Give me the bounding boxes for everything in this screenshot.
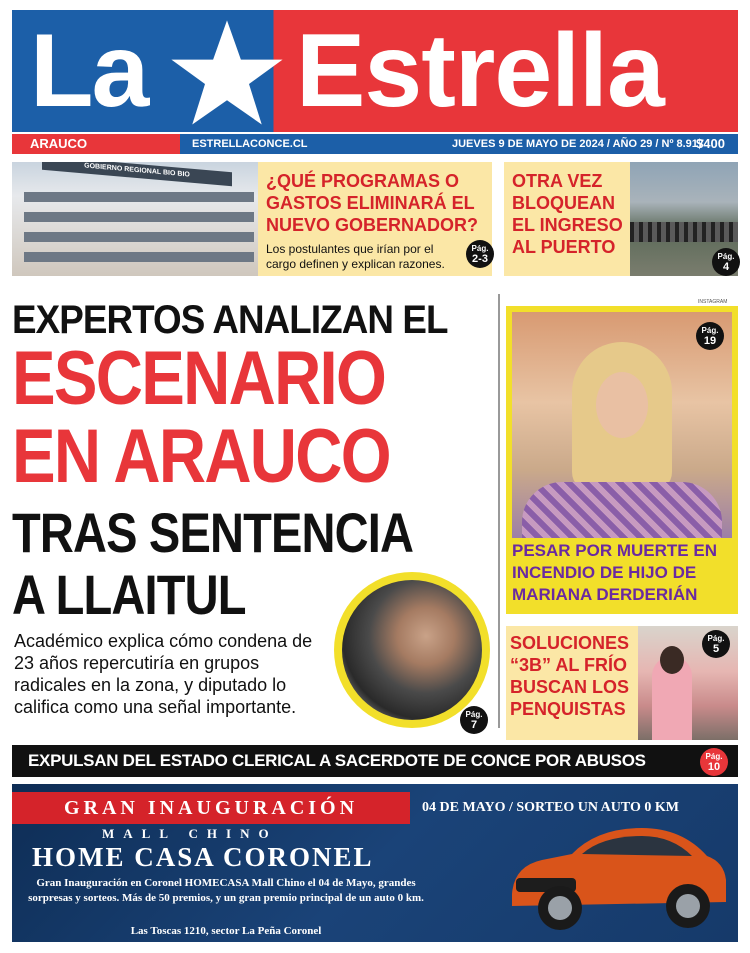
masthead-title-estrella: Estrella xyxy=(296,13,664,129)
teaser-subtitle: Los postulantes que irían por el cargo definen y explican razones. xyxy=(266,242,445,271)
government-building-photo xyxy=(12,162,258,276)
building-sign: GOBIERNO REGIONAL BIO BIO xyxy=(42,162,232,186)
ad-store-name: HOME CASA CORONEL xyxy=(32,842,374,872)
column-divider xyxy=(498,294,500,728)
advertisement[interactable] xyxy=(12,784,738,942)
ad-date: 04 DE MAYO / SORTEO UN AUTO 0 KM xyxy=(422,800,679,815)
main-kicker: EXPERTOS ANALIZAN EL xyxy=(12,298,448,342)
price: $400 xyxy=(696,136,725,151)
page-badge: Pág. 5 xyxy=(702,630,730,658)
main-headline-line: ESCENARIO xyxy=(12,336,386,421)
llaitul-portrait xyxy=(334,572,490,728)
page-badge: Pág. 2-3 xyxy=(466,240,494,268)
main-headline-line: EN ARAUCO xyxy=(12,414,390,499)
story-headline: SOLUCIONES “3B” AL FRÍO BUSCAN LOS PENQUISTAS xyxy=(510,633,630,719)
masthead xyxy=(12,10,738,132)
page-badge: Pág. 19 xyxy=(696,322,724,350)
masthead-title-la: La xyxy=(30,13,148,129)
car-icon xyxy=(502,814,732,938)
website-link[interactable]: ESTRELLACONCE.CL xyxy=(192,138,308,150)
ad-mall: MALL CHINO xyxy=(102,826,278,841)
main-headline-line: A LLAITUL xyxy=(12,563,246,626)
issue-date: JUEVES 9 DE MAYO DE 2024 / AÑO 29 / Nº 8.917 xyxy=(452,138,705,150)
teaser-headline: OTRA VEZ BLOQUEAN EL INGRESO AL PUERTO xyxy=(512,171,623,257)
teaser-gobernador[interactable] xyxy=(12,162,492,276)
main-headline-line: TRAS SENTENCIA xyxy=(12,501,414,564)
photo-credit: INSTAGRAM xyxy=(698,299,728,305)
dateline-bar xyxy=(12,134,738,154)
story-mariana[interactable] xyxy=(506,306,738,614)
star-logo-icon xyxy=(168,18,286,128)
banner-headline: EXPULSAN DEL ESTADO CLERICAL A SACERDOTE DE CONCE POR ABUSOS xyxy=(28,751,646,770)
teaser-headline: ¿QUÉ PROGRAMAS O GASTOS ELIMINARÁ EL NUEVO GOBERNADOR? xyxy=(266,171,479,235)
story-headline: PESAR POR MUERTE EN INCENDIO DE HIJO DE MARIANA DERDERIÁN xyxy=(512,541,717,604)
page-badge: Pág. 10 xyxy=(700,748,728,776)
page-badge: Pág. 4 xyxy=(712,248,740,276)
ad-address: Las Toscas 1210, sector La Peña Coronel xyxy=(130,925,322,937)
main-headline-red xyxy=(12,336,433,499)
mariana-photo xyxy=(512,312,732,538)
edition-label: ARAUCO xyxy=(12,134,180,154)
news-banner[interactable] xyxy=(12,745,738,777)
ad-body: Gran Inauguración en Coronel HOMECASA Mall Chino el 04 de Mayo, grandes sorpresas y sorteos. Más de 50 premios, y un gran premio principal de un auto 0 km. xyxy=(28,877,424,904)
page-badge: Pág. 7 xyxy=(460,706,488,734)
teaser-puerto[interactable] xyxy=(504,162,738,276)
main-deck: Académico explica cómo condena de 23 años repercutiría en grupos radicales en la zona, y diputado lo califica como una señal importante. xyxy=(14,631,313,717)
ad-title: GRAN INAUGURACIÓN xyxy=(12,792,410,824)
